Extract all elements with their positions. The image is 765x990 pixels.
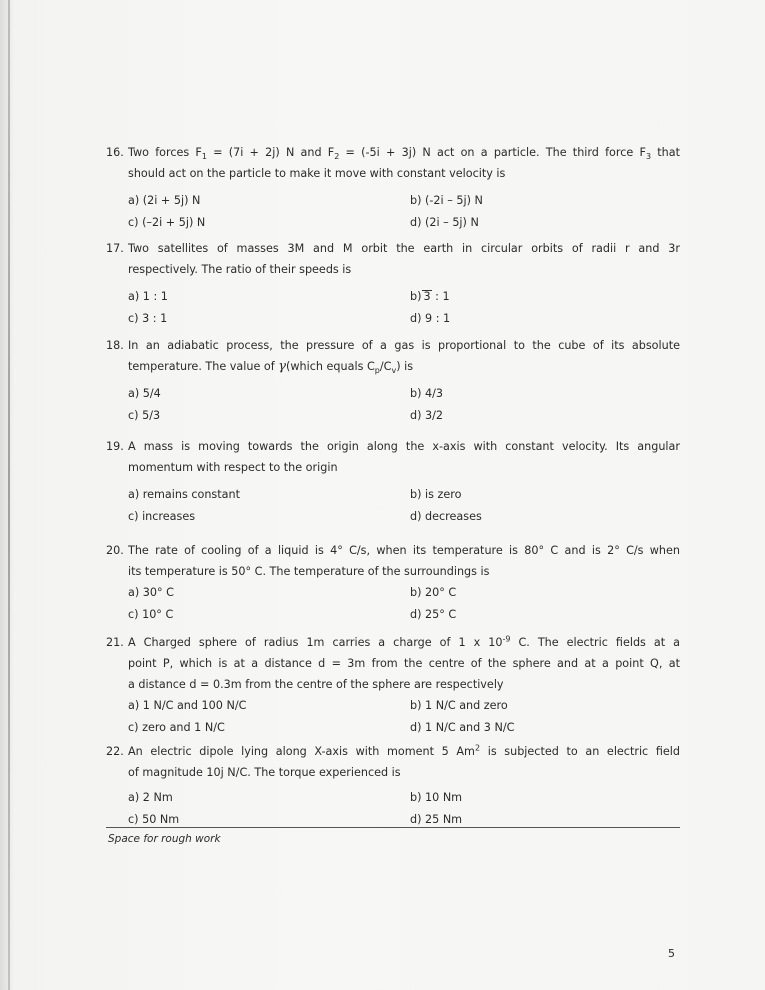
option-18a: a) 5/4 xyxy=(128,387,161,400)
binding-edge xyxy=(8,0,10,990)
option-21a: a) 1 N/C and 100 N/C xyxy=(128,699,247,712)
option-16c: c) (–2i + 5j) N xyxy=(128,216,206,229)
option-22c: c) 50 Nm xyxy=(128,813,180,826)
option-20c: c) 10° C xyxy=(128,608,174,621)
option-18c: c) 5/3 xyxy=(128,409,161,422)
option-16a: a) (2i + 5j) N xyxy=(128,194,201,207)
question-16: 16. Two forces $F_1 = (7i + 2j)$ N and $F_2 = (-5i + 3j)$ N act on a particle. The third force $F_3$ that should act on the particle to make it move with constant velocity is a) (2i + 5j) N b) (-2i – 5j) N c) (–2i + 5j) N d) (2i – 5j) N xyxy=(106,142,680,234)
question-18-line-2: temperature. The value of γ(which equals $C_p/C_v$) is xyxy=(128,359,414,376)
option-18d: d) 3/2 xyxy=(410,409,444,422)
option-22b: b) 10 Nm xyxy=(410,791,463,804)
page-number: 5 xyxy=(668,947,675,960)
option-17c: c) 3 : 1 xyxy=(128,312,168,325)
option-22a: a) 2 Nm xyxy=(128,791,173,804)
question-22: 22. An electric dipole lying along X-axis with moment 5 Am$^2$ is subjected to an electric field of magnitude 10j N/C. The torque experienced is a) 2 Nm b) 10 Nm c) 50 Nm d) 25 Nm xyxy=(106,741,680,831)
option-17a: a) 1 : 1 xyxy=(128,290,168,303)
option-18b: b) 4/3 xyxy=(410,387,444,400)
option-16d: d) (2i – 5j) N xyxy=(410,216,479,229)
question-20-line-2: its temperature is 50° C. The temperature of the surroundings is xyxy=(128,565,490,578)
question-16-line-2: should act on the particle to make it move with constant velocity is xyxy=(128,167,506,180)
option-21d: d) 1 N/C and 3 N/C xyxy=(410,721,515,734)
question-20: 20. The rate of cooling of a liquid is 4° C/s, when its temperature is 80° C and is 2° C/s when its temperature is 50° C. The temperature of the surroundings is a) 30° C b) 20° C c) 10° C d) 25° C xyxy=(106,540,680,626)
option-20a: a) 30° C xyxy=(128,586,174,599)
option-19a: a) remains constant xyxy=(128,488,240,501)
question-19: 19. A mass is moving towards the origin along the x-axis with constant velocity. Its angular momentum with respect to the origin a) remains constant b) is zero c) increases d) decreases xyxy=(106,436,680,528)
option-21b: b) 1 N/C and zero xyxy=(410,699,508,712)
option-22d: d) 25 Nm xyxy=(410,813,463,826)
question-21: 21. A Charged sphere of radius 1m carries a charge of 1 x $10^{-9}$ C. The electric fields at a point P, which is at a distance d = 3m from the centre of the sphere and at a point Q, at a distance d = 0.3m from the centre of the sphere are respectively a) 1 N/C and 100 N/C b) 1 N/C and zero c) zero and 1 N/C d) 1 N/C and 3 N/C xyxy=(106,632,680,739)
question-18: 18. In an adiabatic process, the pressure of a gas is proportional to the cube of its absolute temperature. The value of γ(which equals $C_p/C_v$) is a) 5/4 b) 4/3 c) 5/3 d) 3/2 xyxy=(106,335,680,427)
option-17d: d) 9 : 1 xyxy=(410,312,451,325)
question-17-line-2: respectively. The ratio of their speeds is xyxy=(128,263,352,276)
option-20d: d) 25° C xyxy=(410,608,457,621)
footer-divider xyxy=(106,827,680,828)
question-22-line-2: of magnitude 10j N/C. The torque experienced is xyxy=(128,766,401,779)
option-19b: b) is zero xyxy=(410,488,462,501)
option-21c: c) zero and 1 N/C xyxy=(128,721,225,734)
option-16b: b) (-2i – 5j) N xyxy=(410,194,483,207)
rough-work-label: Space for rough work xyxy=(108,833,221,845)
question-21-line-3: a distance d = 0.3m from the centre of the sphere are respectively xyxy=(128,678,504,691)
option-19d: d) decreases xyxy=(410,510,482,523)
question-21-line-2: point P, which is at a distance d = 3m from the centre of the sphere and at a point Q, at xyxy=(128,657,680,670)
question-19-line-2: momentum with respect to the origin xyxy=(128,461,338,474)
question-17: 17. Two satellites of masses 3M and M orbit the earth in circular orbits of radii r and 3r respectively. The ratio of their speeds is a) 1 : 1 b) 3 : 1 c) 3 : 1 d) 9 : 1 xyxy=(106,238,680,330)
option-19c: c) increases xyxy=(128,510,196,523)
option-20b: b) 20° C xyxy=(410,586,457,599)
option-17b: b) 3 : 1 xyxy=(410,290,450,303)
